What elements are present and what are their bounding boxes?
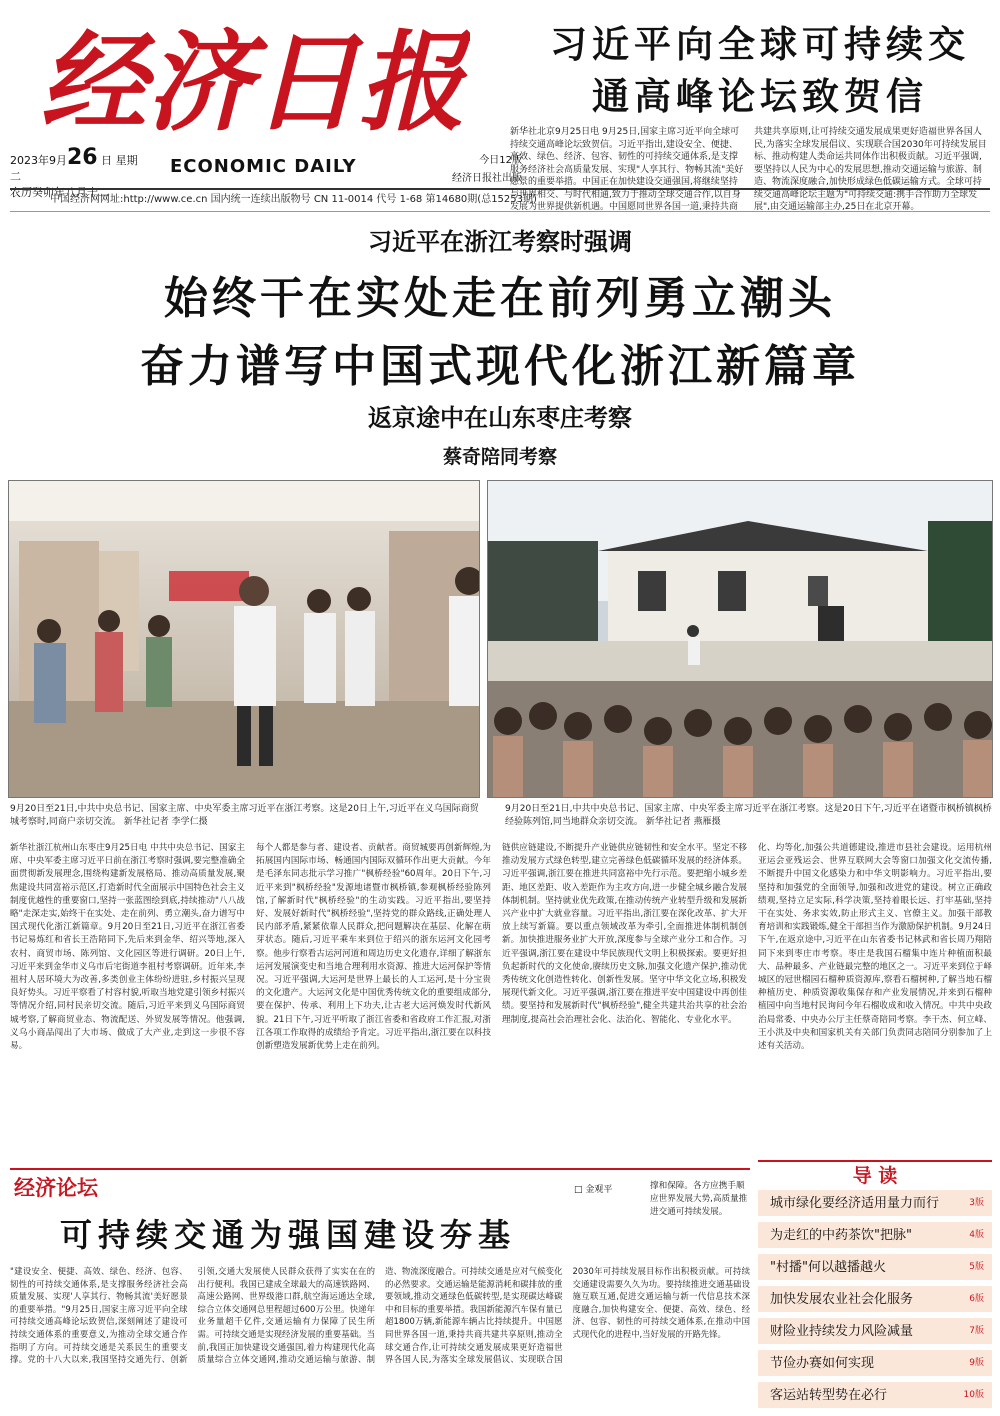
top-story-headline[interactable]: 习近平向全球可持续交通高峰论坛致贺信 [550,22,970,118]
guide-item[interactable] [758,1286,992,1315]
article-column-2: 每个人都是参与者、建设者、贡献者。商贸城要再创新辉煌,为拓展国内国际市场、畅通国内国际双循环作出更大贡献。今年是毛泽东同志批示学习推广"枫桥经验"60周年。20日下午,习近平来到"枫桥经验"发源地诸暨市枫桥镇,参观枫桥经验陈列馆,了解新时代"枫桥经验"的生动实践。习近平指出,要坚持好、发展好新时代"枫桥经验",坚持党的群众路线,正确处理人民内部矛盾,紧紧依靠人民群众,把问题解决在基层、化解在萌芽状态。随后,习近平乘车来到位于绍兴的浙东运河文化园考察。他步行察看古运河河道和周边历史文化遗存,详细了解浙东运河发展演变史和当地合理利用水资源、推进大运河保护等情况。习近平强调,大运河是世界上最长的人工运河,是十分宝贵的文化遗产。大运河文化是中国优秀传统文化的重要组成部分,要在保护、传承、利用上下功夫,让古老大运河焕发时代新风貌。21日下午,习近平听取了浙江省委和省政府工作汇报,对浙江各项工作取得的成绩给予肯定。习近平指出,浙江要在以科技创新塑造发展新优势上走在前列。 [256,843,491,1052]
forum-section-rule [10,1168,750,1212]
guide-item[interactable] [758,1350,992,1379]
guide-item-page: 7版 [969,1326,984,1336]
guide-item-label: 为走红的中药茶饮"把脉" [770,1228,912,1243]
guide-item-page: 5版 [969,1262,984,1272]
date-day: 26 [67,145,98,170]
english-title: ECONOMIC DAILY [170,156,357,177]
guide-item[interactable] [758,1382,992,1411]
photo-caption-right: 9月20日至21日,中共中央总书记、国家主席、中央军委主席习近平在浙江考察。这是20日下午,习近平在诸暨市枫桥镇枫桥经验陈列馆,同当地群众亲切交流。 新华社记者 燕雁摄 [505,804,992,827]
publisher: 经济日报社出版 [452,173,522,184]
guide-item-page: 9版 [969,1358,984,1368]
lunar-date: 农历癸卯年八月十二 [10,186,109,199]
forum-author: □ 金观平 [574,1185,613,1195]
info-line: 中国经济网网址:http://www.ce.cn 国内统一连续出版物号 CN 11-0014 代号 1-68 第14680期(总15253期) [10,188,990,212]
guide-item[interactable] [758,1254,992,1283]
main-headline-2[interactable]: 奋力谱写中国式现代化浙江新篇章 [140,341,860,392]
guide-box [758,1160,992,1412]
guide-item-label: 节俭办赛如何实现 [770,1356,875,1371]
guide-item-label: "村播"何以越播越火 [770,1260,886,1275]
guide-item-label: 财险业持续发力风险减量 [770,1324,914,1339]
main-kicker: 习近平在浙江考察时强调 [368,227,632,256]
main-subhead: 返京途中在山东枣庄考察 [368,403,632,432]
forum-tag: 经济论坛 [14,1175,98,1200]
forum-lead: 撑和保障。各方应携手顺应世界发展大势,高质量推进交通可持续发展。 [650,1181,748,1217]
forum-headline[interactable]: 可持续交通为强国建设夯基 [60,1216,517,1254]
guide-title: 导 读 [758,1160,992,1188]
guide-item-page: 4版 [969,1230,984,1240]
guide-item-label: 加快发展农业社会化服务 [770,1292,914,1307]
date-prefix: 2023年9月 [10,154,67,167]
guide-item[interactable] [758,1318,992,1347]
photo-market-visit [8,480,480,798]
guide-item-label: 城市绿化要经济适用量力而行 [770,1196,940,1211]
article-column-1: 新华社浙江杭州山东枣庄9月25日电 中共中央总书记、国家主席、中央军委主席习近平日前在浙江考察时强调,要完整准确全面贯彻新发展理念,围绕构建新发展格局、推动高质量发展,聚焦建设共同富裕示范区,打造新时代全面展示中国特色社会主义制度优越性的重要窗口,坚持一张蓝图绘到底,持续推动"八八战略"走深走实,始终干在实处、走在前列、勇立潮头,奋力谱写中国式现代化浙江新篇章。9月20日至21日,习近平在浙江省委书记易炼红和省长王浩陪同下,先后来到金华、绍兴等地,深入农村、商贸市场、陈列馆、文化园区等进行调研。20日上午,习近平来到金华市义乌市后宅街道李祖村考察调研。近年来,李祖村人居环境大为改善,多类创业主体纷纷进驻,乡村振兴呈现良好势头。习近平察看了村容村貌,听取当地党建引领乡村振兴等情况介绍,同村民亲切交流。随后,习近平来到义乌国际商贸城考察,了解商贸业态、物流配送、外贸发展等情况。他强调,义乌小商品闯出了大市场、做成了大产业,走到这一步很不容易。 [10,843,245,1052]
guide-item-page: 3版 [969,1198,984,1208]
page-count: 今日12版 [479,155,522,166]
main-headline-1[interactable]: 始终干在实处走在前列勇立潮头 [164,273,836,324]
photo-caption-left: 9月20日至21日,中共中央总书记、国家主席、中央军委主席习近平在浙江考察。这是20日上午,习近平在义乌国际商贸城考察时,同商户亲切交流。 新华社记者 李学仁摄 [10,804,479,827]
article-column-3: 链供应链建设,不断提升产业链供应链韧性和安全水平。坚定不移推动发展方式绿色转型,建立完善绿色低碳循环发展的经济体系。习近平强调,浙江要在推进共同富裕中先行示范。要把缩小城乡差距、地区差距、收入差距作为主攻方向,进一步健全城乡融合发展体制机制。坚持就业优先政策,在推动传统产业转型升级和发展新兴产业中扩大就业容量。习近平指出,浙江要在深化改革、扩大开放上续写新篇。要以重点领域改革为牵引,全面推进体制机制创新。加快推进服务业扩大开放,深度参与全球产业分工和合作。习近平强调,浙江要在建设中华民族现代文明上积极探索。要更好担负起新时代的文化使命,赓续历史文脉,加强文化遗产保护,推动优秀传统文化创造性转化、创新性发展。坚守中华文化立场,积极发展现代新文化。习近平强调,浙江要在推进平安中国建设中再创佳绩。要坚持和发展新时代"枫桥经验",健全共建共治共享的社会治理制度,提高社会治理社会化、法治化、智能化、专业化水平。 [502,843,747,1025]
guide-item[interactable] [758,1190,992,1219]
article-column-4: 化、均等化,加强公共道德建设,推进市县社会建设。运用杭州亚运会亚残运会、世界互联网大会等窗口加强文化交流传播,不断提升中国文化感染力和中华文明影响力。习近平指出,要坚持和加强党的全面领导,加强和改进党的建设。树立正确政绩观,坚持立足实际,科学决策,坚持着眼长远、打牢基础,坚持干在实处、务求实效,防止形式主义、官僚主义。加强干部教育培训和实践锻炼,健全干部担当作为激励保护机制。9月24日下午,在返京途中,习近平在山东省委书记林武和省长周乃翔陪同下来到枣庄市考察。枣庄是我国石榴集中连片种植面积最大、品种最多、产业链最完整的地区之一。习近平来到位于峄城区的冠世榴园石榴种质资源库,察看石榴树种,了解当地石榴种植历史、种质资源收集保存和产业发展情况,并来到石榴种植园中向当地村民询问今年石榴收成和收入情况。中共中央政治局常委、中央办公厅主任蔡奇陪同考察。李干杰、何立峰、王小洪及中央和国家机关有关部门负责同志陪同分别参加了上述有关活动。 [758,843,992,1052]
masthead-logo [40,12,470,142]
weekday: 日 星期二 [10,154,138,183]
masthead-title: 经济日报 [40,20,470,142]
accompany-line: 蔡奇陪同考察 [442,446,557,468]
guide-item[interactable] [758,1222,992,1251]
guide-item-page: 10版 [963,1390,984,1400]
guide-item-page: 6版 [969,1294,984,1304]
photo-exhibition-hall [487,480,993,798]
top-story-lead: 新华社北京9月25日电 9月25日,国家主席习近平向全球可持续交通高峰论坛致贺信。习近平指出,建设安全、便捷、高效、绿色、经济、包容、韧性的可持续交通体系,是支撑服务经济社会高质量发展、实现"人享其行、物畅其流"美好愿景的重要举措。中国正在加快建设交通强国,将继续坚持与世界相交、与时代相通,致力于推动全球交通合作,以自身发展为世界提供新机遇。中国愿同世界各国一道,秉持共商共建共享原则,让可持续交通发展成果更好造福世界各国人民,为落实全球发展倡议、实现联合国2030年可持续发展目标、推动构建人类命运共同体作出积极贡献。习近平强调,要坚持以人民为中心的发展思想,推动交通运输与旅游、制造、物流深度融合,加快形成绿色低碳运输方式。全球可持续交通高峰论坛主题为"可持续交通:携手合作助力全球发展",由交通运输部主办,25日在北京开幕。 [510,127,987,212]
guide-item-label: 客运站转型势在必行 [770,1388,888,1403]
forum-body: "建设安全、便捷、高效、绿色、经济、包容、韧性的可持续交通体系,是支撑服务经济社会高质量发展、实现'人享其行、物畅其流'美好愿景的重要举措。"9月25日,国家主席习近平向全球可持续交通高峰论坛致贺信,深刻阐述了建设可持续交通体系的重要意义,为推动全球交通合作指明了方向。可持续交通是关系民生的重要支撑。党的十八大以来,我国坚持交通先行、创新引领,交通大发展使人民群众获得了实实在在的出行便利。我国已建成全球最大的高速铁路网、高速公路网、世界级港口群,航空海运通达全球,综合立体交通网总里程超过600万公里。快递年业务量超千亿件,交通运输有力保障了民生所需。可持续交通是实现经济发展的重要基础。当前,我国正加快建设交通强国,着力构建现代化高质量综合立体交通网,推动交通运输与旅游、制造、物流深度融合。可持续交通是应对气候变化的必然要求。交通运输是能源消耗和碳排放的重要领域,推动交通绿色低碳转型,是实现碳达峰碳中和目标的重要举措。我国新能源汽车保有量已超1800万辆,新能源车辆占比持续提升。中国愿同世界各国一道,秉持共商共建共享原则,推动全球交通合作,让可持续交通发展成果更好造福世界各国人民,为落实全球发展倡议、实现联合国2030年可持续发展目标作出积极贡献。可持续交通建设需要久久为功。要持续推进交通基础设施互联互通,促进交通运输与新一代信息技术深度融合,加快构建安全、便捷、高效、绿色、经济、包容、韧性的可持续交通体系,在推动中国式现代化的进程中,当好发展的开路先锋。 [10,1266,750,1365]
